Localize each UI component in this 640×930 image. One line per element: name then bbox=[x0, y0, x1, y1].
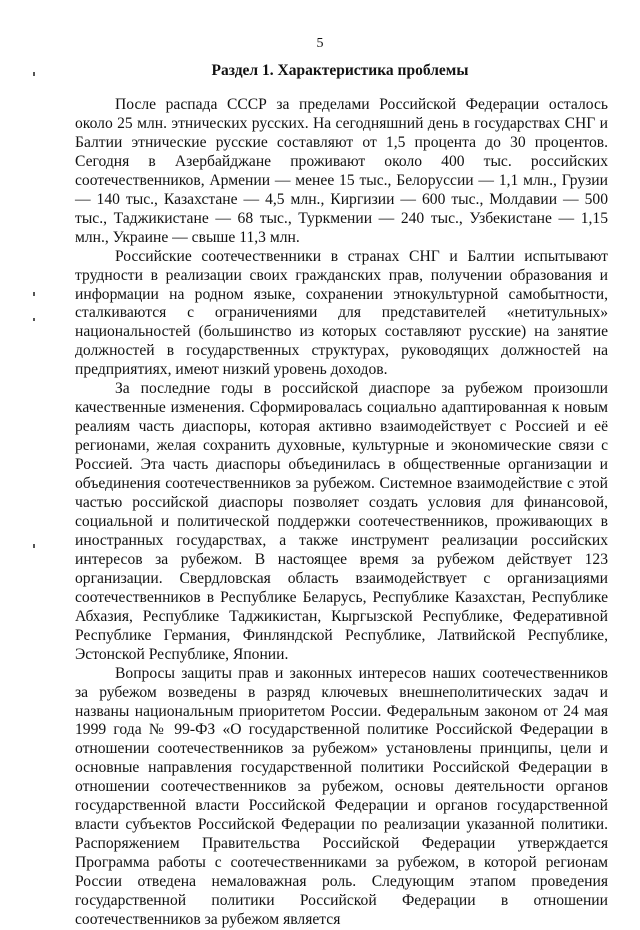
scan-mark bbox=[33, 72, 35, 76]
paragraph-legal-framework: Вопросы защиты прав и законных интересов наших соотечественников за рубежом возведены в разряд ключевых внешнеполитических задач и названы национальным приоритетом России. Федеральным законом от 24 мая 1999 года № 99-ФЗ «О государственной политике Российской Федерации в отношении соотечественников за рубежом» установлены принципы, цели и основные направления государственной политики Российской Федерации в отношении соотечественников за рубежом, основы деятельности органов государственной власти Российской Федерации и органов государственной власти субъектов Российской Федерации по реализации указанной политики. Распоряжением Правительства Российской Федерации утверждается Программа работы с соотечественниками за рубежом, в которой регионам России отведена немаловажная роль. Следующим этапом проведения государственной политики Российской Федерации в отношении соотечественников за рубежом является bbox=[75, 664, 608, 928]
paragraph-population: После распада СССР за пределами Российской Федерации осталось около 25 млн. этнических русских. На сегодняшний день в государствах СНГ и Балтии этнические русские составляют от 1,5 процента до 30 процентов. Сегодня в Азербайджане проживают около 400 тыс. российских соотечественников, Армении — менее 15 тыс., Белоруссии — 1,1 млн., Грузии — 140 тыс., Казахстане — 4,5 млн., Киргизии — 600 тыс., Молдавии — 500 тыс., Таджикистане — 68 тыс., Туркмении — 240 тыс., Узбекистане — 1,15 млн., Украине — свыше 11,3 млн. bbox=[75, 96, 608, 246]
paragraph-difficulties: Российские соотечественники в странах СНГ и Балтии испытывают трудности в реализации своих гражданских прав, получении образования и информации на родном языке, сохранении этнокультурной самобытности, сталкиваются с ограничениями для представителей «нетитульных» национальностей (большинство из которых составляют русские) на занятие должностей в государственных структурах, руководящих должностей на предприятиях, имеют низкий уровень доходов. bbox=[75, 247, 608, 379]
document-body bbox=[75, 96, 608, 930]
section-title: Раздел 1. Характеристика проблемы bbox=[211, 62, 469, 79]
scan-mark bbox=[33, 544, 35, 548]
scan-mark bbox=[33, 318, 35, 321]
paragraph-diaspora-changes: За последние годы в российской диаспоре за рубежом произошли качественные изменения. Сформировалась социально адаптированная к новым реалиям часть диаспоры, которая активно взаимодействует с Россией и её регионами, желая сохранить духовные, культурные и экономические связи с Россией. Эта часть диаспоры объединилась в общественные организации и объединения соотечественников за рубежом. Системное взаимодействие с этой частью российской диаспоры позволяет создать условия для финансовой, социальной и политической поддержки соотечественников, проживающих в иностранных государствах, а также инструмент реализации российских интересов за рубежом. В настоящее время за рубежом действует 123 организации. Свердловская область взаимодействует с организациями соотечественников в Республике Беларусь, Республике Казахстан, Республике Абхазия, Республике Таджикистан, Кыргызской Республике, Федеративной Республике Германия, Финляндской Республике, Латвийской Республике, Эстонской Республике, Японии. bbox=[75, 380, 608, 663]
scan-mark bbox=[33, 292, 35, 296]
page-number: 5 bbox=[316, 36, 324, 51]
